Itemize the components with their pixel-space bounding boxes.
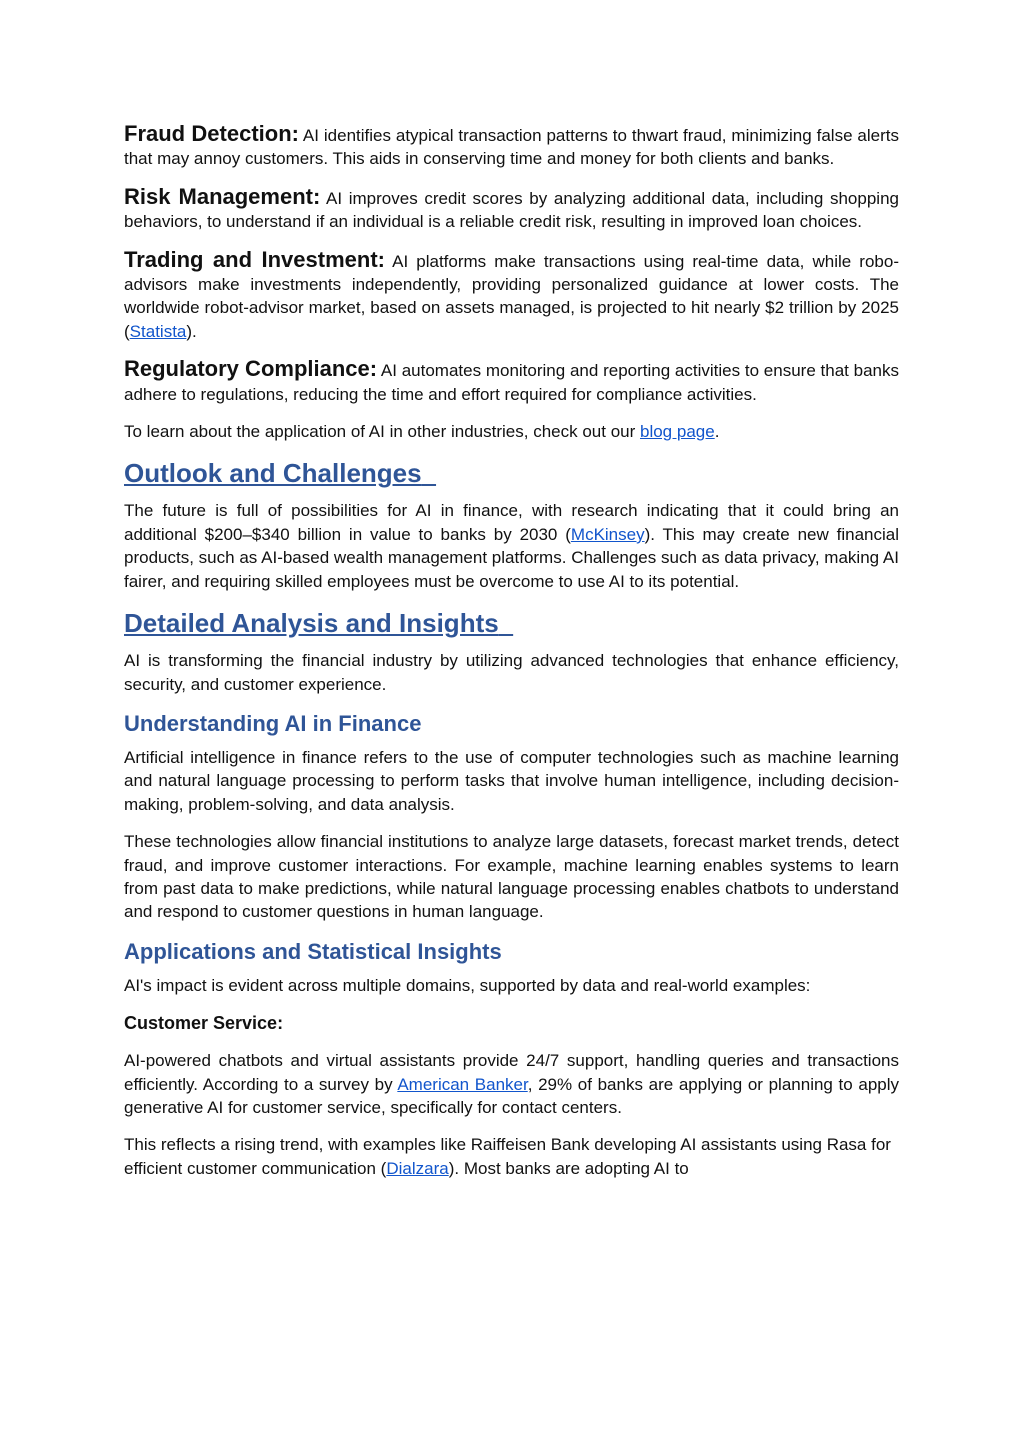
applications-paragraph: AI's impact is evident across multiple domains, supported by data and real-world examples:: [124, 975, 811, 995]
customer-service-p2-before: This reflects a rising trend, with examples like Raiffeisen Bank developing AI assistants using Rasa for efficient customer communication (: [124, 1135, 891, 1178]
trading-investment-after: ).: [186, 321, 197, 341]
risk-management-text: AI improves credit scores by analyzing additional data, including shopping behaviors, to understand if an individual is a reliable credit risk, resulting in improved loan choices.: [124, 188, 899, 232]
outlook-heading[interactable]: [124, 457, 899, 489]
statista-link[interactable]: Statista: [129, 321, 187, 341]
fraud-detection-paragraph: [124, 122, 899, 171]
customer-service-p1-before: AI-powered chatbots and virtual assistants provide 24/7 support, handling queries and transactions efficiently. According to a survey by: [124, 1051, 899, 1094]
fraud-detection-text: AI identifies atypical transaction patterns to thwart fraud, minimizing false alerts that may annoy customers. This aids in conserving time and money for both clients and banks.: [124, 126, 899, 169]
customer-service-p1-after: , 29% of banks are applying or planning to apply generative AI for customer service, specifically for contact centers.: [124, 1074, 900, 1117]
outlook-text-before: The future is full of possibilities for AI in finance, with research indicating that it could bring an additional $200–$340 billion in value to banks by 2030 (: [124, 501, 899, 544]
mckinsey-link[interactable]: McKinsey: [570, 524, 645, 544]
customer-service-p2-after: ). Most banks are adopting AI to: [448, 1158, 689, 1178]
outlook-paragraph: [124, 499, 899, 593]
regulatory-compliance-paragraph: [124, 357, 899, 406]
regulatory-compliance-term: Regulatory Compliance:: [124, 356, 378, 382]
outlook-text-after: ). This may create new financial products, such as AI-based wealth management platforms. Challenges such as data privacy, making AI fairer, and requiring skilled employees must be overcome to use AI to its potential.: [124, 524, 899, 591]
customer-service-paragraph-1: [124, 1049, 899, 1119]
risk-management-term: Risk Management:: [124, 183, 321, 209]
american-banker-link[interactable]: American Banker: [397, 1074, 528, 1094]
analysis-paragraph: AI is transforming the financial industry by utilizing advanced technologies that enhance efficiency, security, and customer experience.: [124, 651, 899, 694]
fraud-detection-term: Fraud Detection:: [124, 121, 299, 146]
outlook-heading-text: Outlook and Challenges: [124, 458, 422, 489]
trading-investment-term: Trading and Investment:: [124, 246, 385, 272]
dialzara-link[interactable]: Dialzara: [386, 1158, 449, 1178]
trading-investment-text: AI platforms make transactions using real-time data, while robo-advisors make investments independently, providing personalized guidance at lower costs. The worldwide robot-advisor market, based on assets managed, is projected to hit nearly $2 trillion by 2025 (: [124, 251, 899, 341]
document-body: [124, 122, 899, 1194]
customer-service-heading: Customer Service:: [124, 1013, 284, 1034]
trading-investment-paragraph: [124, 248, 899, 344]
analysis-heading[interactable]: [124, 607, 899, 639]
blog-page-link[interactable]: blog page: [640, 422, 715, 442]
regulatory-compliance-text: AI automates monitoring and reporting activities to ensure that banks adhere to regulations, reducing the time and effort required for compliance activities.: [124, 361, 899, 404]
understanding-paragraph-1: Artificial intelligence in finance refers to the use of computer technologies such as machine learning and natural language processing to perform tasks that involve human intelligence, including decision-making, problem-solving, and data analysis.: [124, 747, 899, 814]
learn-more-paragraph: [124, 420, 899, 443]
learn-more-after: .: [714, 422, 720, 442]
understanding-heading: Understanding AI in Finance: [124, 710, 422, 736]
understanding-paragraph-2: These technologies allow financial institutions to analyze large datasets, forecast market trends, detect fraud, and improve customer interactions. For example, machine learning enables systems to learn from past data to make predictions, while natural language processing enables chatbots to understand and respond to customer questions in human language.: [124, 832, 899, 922]
risk-management-paragraph: [124, 185, 899, 234]
applications-heading: Applications and Statistical Insights: [124, 938, 502, 964]
analysis-heading-text: Detailed Analysis and Insights: [124, 608, 499, 639]
learn-more-text: To learn about the application of AI in other industries, check out our: [124, 422, 640, 442]
customer-service-paragraph-2: [124, 1133, 899, 1180]
